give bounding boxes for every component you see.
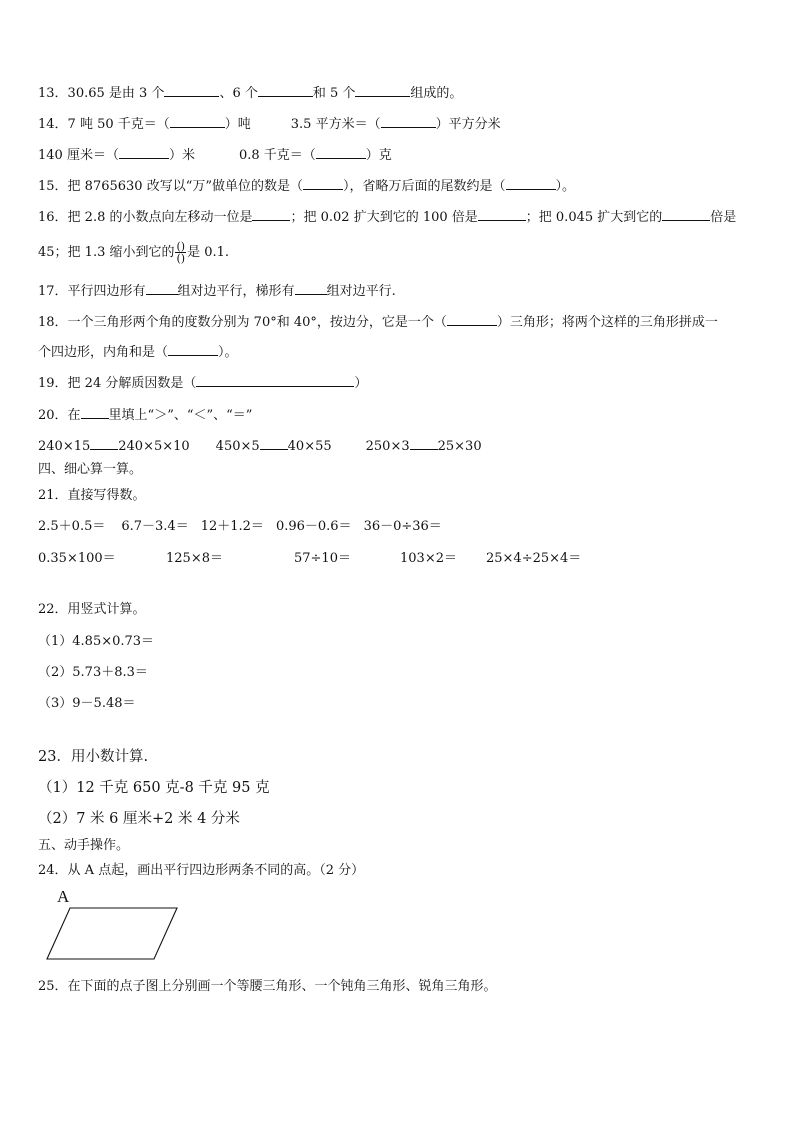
fraction: $\frac{()}{()}$ [176,240,186,265]
answer-blank [295,282,327,295]
answer-blank [119,146,169,159]
question-14: 14．7 吨 50 千克＝（ ）吨 3.5 平方米＝（ ）平方分米 [38,117,501,132]
question-18: 18．一个三角形两个角的度数分别为 70°和 40°，按边分，它是一个（ ）三角形；将两个这样的三角形拼成一 [38,315,718,330]
question-16-line-2: 45；把 1.3 缩小到它的 $\frac{()}{()}$ 是 0.1. [38,240,230,265]
answer-blank [447,313,497,326]
question-21-title: 21．直接写得数。 [38,488,146,503]
question-17: 17．平行四边形有 组对边平行，梯形有 组对边平行. [38,284,396,299]
parallelogram-figure [40,900,190,966]
answer-blank [506,177,556,190]
question-23-title: 23．用小数计算. [38,749,149,765]
question-19: 19．把 24 分解质因数是（ ） [38,376,368,391]
question-25-title: 25．在下面的点子图上分别画一个等腰三角形、一个钝角三角形、锐角三角形。 [38,979,497,994]
question-15: 15．把 8765630 改写以“万”做单位的数是（ ），省略万后面的尾数约是（ ）。 [38,179,576,194]
answer-blank [258,84,313,97]
compare-blank [90,437,118,450]
answer-blank [252,208,290,221]
compare-blank [410,437,438,450]
answer-blank [478,208,526,221]
question-22-item-3: （3）9－5.48＝ [38,696,136,711]
question-16: 16．把 2.8 的小数点向左移动一位是 ；把 0.02 扩大到它的 100 倍是 ；把 0.045 扩大到它的 倍是 [38,210,737,225]
answer-blank [146,282,178,295]
question-22-item-1: （1）4.85×0.73＝ [38,634,155,649]
question-23-item-2: （2）7 米 6 厘米+2 米 4 分米 [38,811,240,827]
answer-blank [164,84,219,97]
point-a-label: A [57,887,70,906]
compare-blank [260,437,288,450]
section-4-heading: 四、细心算一算。 [38,462,143,477]
question-18-line-2: 个四边形，内角和是（ ）。 [38,345,238,360]
question-13: 13．30.65 是由 3 个 、6 个 和 5 个 组成的。 [38,86,463,101]
question-22-title: 22．用竖式计算。 [38,602,146,617]
answer-blank [81,406,109,419]
answer-blank [168,343,218,356]
question-20-items: 240×15 240×5×10 450×5 40×55 250×3 25×30 [38,439,482,454]
question-24-title: 24．从 A 点起，画出平行四边形两条不同的高。（2 分） [38,863,365,878]
question-20: 20．在 里填上“＞”、“＜”、“＝” [38,408,253,423]
question-23-item-1: （1）12 千克 650 克-8 千克 95 克 [38,780,270,796]
answer-blank [662,208,710,221]
answer-blank [316,146,366,159]
answer-blank [355,84,410,97]
question-22-item-2: （2）5.73＋8.3＝ [38,665,148,680]
answer-blank [196,374,354,387]
parallelogram [47,908,177,959]
section-5-heading: 五、动手操作。 [38,838,130,853]
answer-blank [381,115,436,128]
question-21-row-1: 2.5＋0.5＝ 6.7－3.4＝ 12＋1.2＝ 0.96－0.6＝ 36－0÷36＝ [38,519,442,534]
answer-blank [303,177,343,190]
question-14-line-2: 140 厘米＝（ ）米 0.8 千克＝（ ）克 [38,148,392,163]
answer-blank [170,115,225,128]
